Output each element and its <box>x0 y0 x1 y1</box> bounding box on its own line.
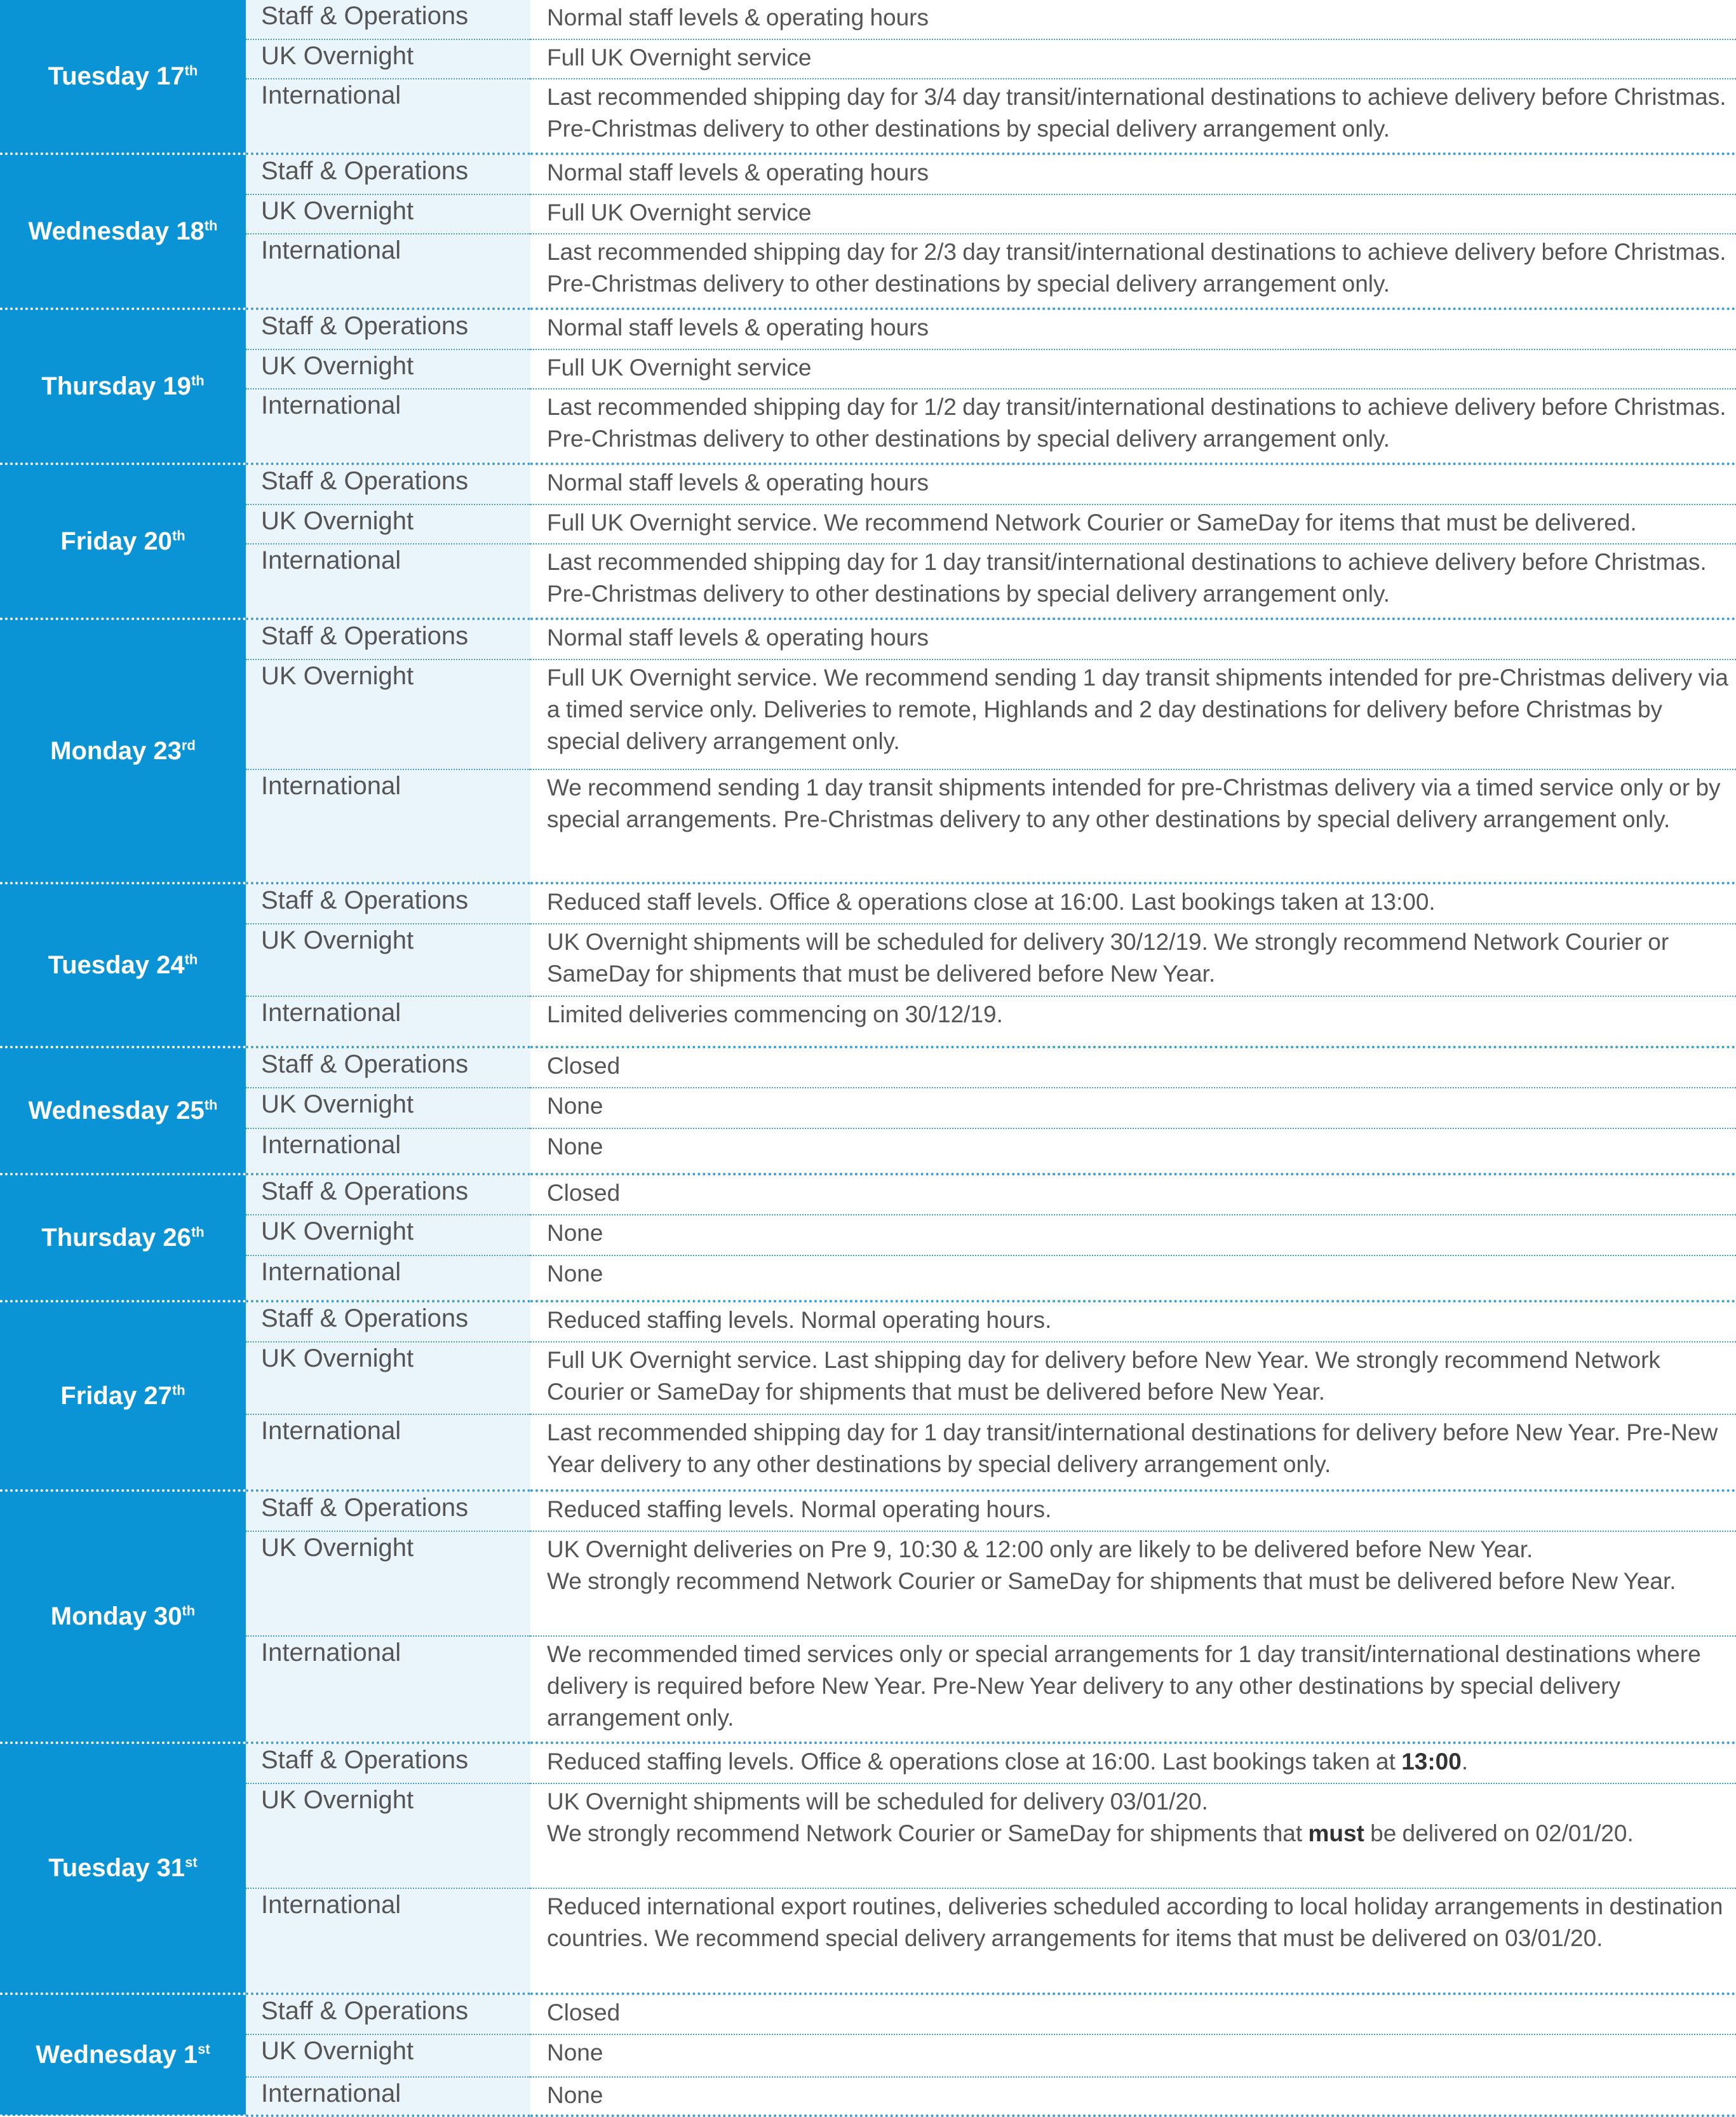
description-cell <box>530 1636 1736 1743</box>
day-label <box>0 464 246 619</box>
category-label: International <box>246 1128 530 1174</box>
description-text: Reduced staffing levels. Office & operations close at 16:00. Last bookings taken at <box>547 1748 1402 1775</box>
schedule-row <box>0 1215 1736 1255</box>
description-text: Limited deliveries commencing on 30/12/19. <box>547 1001 1003 1027</box>
description-cell <box>530 1215 1736 1255</box>
description-text: Last recommended shipping day for 1 day transit/international destinations for delivery before New Year. Pre-New Year delivery to any other destinations by special delivery arrangement only. <box>547 1419 1718 1477</box>
description-cell <box>530 1255 1736 1301</box>
description-text: Full UK Overnight service. We recommend sending 1 day transit shipments intended for pre-Christmas delivery via a timed service only. Deliveries to remote, Highlands and 2 day destinations for delivery before Christmas by special delivery arrangement only. <box>547 665 1728 754</box>
description-cell <box>530 1088 1736 1128</box>
description-text: We strongly recommend Network Courier or SameDay for shipments that <box>547 1820 1309 1846</box>
day-label <box>0 1491 246 1743</box>
category-label: UK Overnight <box>246 1088 530 1128</box>
category-label: International <box>246 1414 530 1491</box>
category-label: International <box>246 79 530 154</box>
day-suffix: th <box>184 951 198 968</box>
day-suffix: th <box>204 217 218 234</box>
description-text: Reduced staffing levels. Normal operating hours. <box>547 1307 1052 1333</box>
schedule-row <box>0 883 1736 924</box>
schedule-row <box>0 1174 1736 1215</box>
day-label <box>0 619 246 883</box>
description-cell <box>530 349 1736 389</box>
schedule-row <box>0 1888 1736 1994</box>
category-label: International <box>246 389 530 464</box>
schedule-row <box>0 1301 1736 1342</box>
day-suffix: th <box>191 372 205 389</box>
description-text: Normal staff levels & operating hours <box>547 4 929 30</box>
day-suffix: th <box>172 1382 185 1398</box>
category-label: UK Overnight <box>246 924 530 996</box>
description-text: None <box>547 1093 603 1119</box>
description-cell <box>530 464 1736 504</box>
schedule-row <box>0 544 1736 619</box>
description-cell <box>530 619 1736 659</box>
category-label: Staff & Operations <box>246 309 530 349</box>
schedule-row <box>0 2077 1736 2116</box>
day-name: Tuesday 31 <box>48 1854 185 1882</box>
description-cell <box>530 1128 1736 1174</box>
day-name: Wednesday 1 <box>36 2040 198 2069</box>
schedule-row <box>0 504 1736 544</box>
schedule-row <box>0 1743 1736 1783</box>
description-text: Closed <box>547 1053 621 1079</box>
day-label <box>0 154 246 309</box>
schedule-row <box>0 619 1736 659</box>
day-label <box>0 309 246 464</box>
category-label: UK Overnight <box>246 1531 530 1636</box>
description-text: Full UK Overnight service. Last shipping day for delivery before New Year. We strongly recommend Network Courier or SameDay for shipments that must be delivered before New Year. <box>547 1347 1660 1405</box>
description-cell <box>530 1301 1736 1342</box>
description-text: Full UK Overnight service <box>547 200 812 226</box>
description-cell <box>530 1047 1736 1088</box>
day-suffix: th <box>182 1602 196 1619</box>
description-cell <box>530 924 1736 996</box>
schedule-row <box>0 154 1736 194</box>
description-text: . <box>1461 1748 1469 1775</box>
category-label: Staff & Operations <box>246 1743 530 1783</box>
schedule-row <box>0 659 1736 769</box>
category-label: UK Overnight <box>246 1783 530 1888</box>
day-name: Wednesday 18 <box>28 217 205 245</box>
schedule-row <box>0 1255 1736 1301</box>
schedule-row <box>0 234 1736 309</box>
category-label: UK Overnight <box>246 504 530 544</box>
category-label: UK Overnight <box>246 2034 530 2077</box>
description-text: None <box>547 1133 603 1160</box>
category-label: UK Overnight <box>246 1342 530 1414</box>
category-label: Staff & Operations <box>246 1301 530 1342</box>
category-label: International <box>246 1888 530 1994</box>
schedule-row <box>0 389 1736 464</box>
schedule-row <box>0 309 1736 349</box>
day-suffix: st <box>185 1854 198 1870</box>
description-text: We strongly recommend Network Courier or SameDay for shipments that must be delivered before New Year. <box>547 1568 1676 1594</box>
schedule-row <box>0 2034 1736 2077</box>
schedule-row <box>0 349 1736 389</box>
category-label: Staff & Operations <box>246 1047 530 1088</box>
description-text: Closed <box>547 1180 621 1206</box>
description-text: Last recommended shipping day for 2/3 day transit/international destinations to achieve delivery before Christmas. Pre-Christmas delivery to other destinations by special delivery arrangement only. <box>547 239 1726 297</box>
description-cell <box>530 234 1736 309</box>
day-suffix: st <box>198 2041 210 2057</box>
day-label <box>0 1994 246 2116</box>
day-suffix: th <box>204 1097 218 1113</box>
category-label: International <box>246 1636 530 1743</box>
day-name: Tuesday 24 <box>48 950 185 979</box>
category-label: UK Overnight <box>246 1215 530 1255</box>
schedule-row <box>0 769 1736 883</box>
day-name: Thursday 26 <box>41 1223 191 1252</box>
emphasis-text: 13:00 <box>1401 1748 1462 1775</box>
description-text: be delivered on 02/01/20. <box>1364 1820 1634 1846</box>
day-name: Monday 30 <box>50 1602 182 1630</box>
category-label: Staff & Operations <box>246 883 530 924</box>
description-text: Last recommended shipping day for 1 day transit/international destinations to achieve delivery before Christmas. Pre-Christmas delivery to other destinations by special delivery arrangement only. <box>547 549 1707 607</box>
description-cell <box>530 389 1736 464</box>
category-label: International <box>246 2077 530 2116</box>
description-cell <box>530 2077 1736 2116</box>
description-cell <box>530 1414 1736 1491</box>
day-label <box>0 1743 246 1994</box>
day-name: Friday 20 <box>60 527 172 555</box>
day-name: Wednesday 25 <box>28 1096 205 1125</box>
schedule-row <box>0 1636 1736 1743</box>
description-cell <box>530 39 1736 79</box>
description-cell <box>530 1174 1736 1215</box>
description-cell <box>530 79 1736 154</box>
description-text: Normal staff levels & operating hours <box>547 625 929 651</box>
schedule-row <box>0 1047 1736 1088</box>
description-text: None <box>547 1220 603 1246</box>
description-cell <box>530 2034 1736 2077</box>
category-label: Staff & Operations <box>246 1994 530 2034</box>
category-label: Staff & Operations <box>246 0 530 39</box>
description-cell <box>530 1888 1736 1994</box>
category-label: International <box>246 544 530 619</box>
category-label: Staff & Operations <box>246 464 530 504</box>
day-label <box>0 0 246 154</box>
description-text: We recommend sending 1 day transit shipments intended for pre-Christmas delivery via a timed service only or by special arrangements. Pre-Christmas delivery to any other destinations by special delivery arrangement only. <box>547 774 1721 832</box>
day-label <box>0 883 246 1047</box>
day-suffix: rd <box>181 737 196 754</box>
category-label: UK Overnight <box>246 659 530 769</box>
schedule-row <box>0 0 1736 39</box>
day-name: Friday 27 <box>60 1381 172 1410</box>
description-text: Last recommended shipping day for 3/4 day transit/international destinations to achieve delivery before Christmas. Pre-Christmas delivery to other destinations by special delivery arrangement only. <box>547 84 1726 142</box>
day-suffix: th <box>184 62 198 79</box>
category-label: Staff & Operations <box>246 154 530 194</box>
description-cell <box>530 154 1736 194</box>
description-text: Reduced staffing levels. Normal operating hours. <box>547 1496 1052 1522</box>
day-name: Tuesday 17 <box>48 62 185 90</box>
description-cell <box>530 1994 1736 2034</box>
description-text: None <box>547 1261 603 1287</box>
schedule-row <box>0 1128 1736 1174</box>
day-name: Monday 23 <box>50 736 182 765</box>
description-cell <box>530 544 1736 619</box>
description-cell <box>530 883 1736 924</box>
description-cell <box>530 996 1736 1047</box>
category-label: Staff & Operations <box>246 1491 530 1531</box>
description-cell <box>530 1531 1736 1636</box>
description-cell <box>530 309 1736 349</box>
category-label: Staff & Operations <box>246 1174 530 1215</box>
description-cell <box>530 769 1736 883</box>
description-text: Normal staff levels & operating hours <box>547 470 929 496</box>
schedule-row <box>0 1783 1736 1888</box>
description-text: Full UK Overnight service <box>547 355 812 381</box>
emphasis-text: must <box>1308 1820 1364 1846</box>
day-label <box>0 1174 246 1301</box>
description-text: UK Overnight shipments will be scheduled for delivery 30/12/19. We strongly recommend Network Courier or SameDay for shipments that must be delivered before New Year. <box>547 929 1669 987</box>
category-label: UK Overnight <box>246 39 530 79</box>
day-label <box>0 1301 246 1491</box>
description-text: Closed <box>547 1999 621 2026</box>
schedule-row <box>0 1531 1736 1636</box>
description-cell <box>530 504 1736 544</box>
description-text: Reduced staff levels. Office & operations close at 16:00. Last bookings taken at 13:00. <box>547 889 1436 915</box>
category-label: International <box>246 1255 530 1301</box>
description-text: Full UK Overnight service <box>547 44 812 71</box>
description-cell <box>530 1783 1736 1888</box>
day-label <box>0 1047 246 1174</box>
category-label: International <box>246 769 530 883</box>
description-text: Normal staff levels & operating hours <box>547 159 929 186</box>
category-label: International <box>246 996 530 1047</box>
schedule-row <box>0 39 1736 79</box>
day-suffix: th <box>172 527 185 544</box>
description-cell <box>530 194 1736 234</box>
description-text: UK Overnight shipments will be scheduled for delivery 03/01/20. <box>547 1789 1208 1815</box>
description-cell <box>530 1743 1736 1783</box>
description-text: None <box>547 2082 603 2108</box>
description-text: Full UK Overnight service. We recommend Network Courier or SameDay for items that must be delivered. <box>547 510 1637 536</box>
category-label: Staff & Operations <box>246 619 530 659</box>
schedule-row <box>0 1414 1736 1491</box>
day-suffix: th <box>191 1224 205 1240</box>
category-label: UK Overnight <box>246 349 530 389</box>
description-text: UK Overnight deliveries on Pre 9, 10:30 & 12:00 only are likely to be delivered before New Year. <box>547 1536 1533 1562</box>
category-label: UK Overnight <box>246 194 530 234</box>
schedule-row <box>0 1491 1736 1531</box>
category-label: International <box>246 234 530 309</box>
schedule-row <box>0 1994 1736 2034</box>
description-text: None <box>547 2039 603 2066</box>
description-cell <box>530 659 1736 769</box>
description-text: Normal staff levels & operating hours <box>547 315 929 341</box>
schedule-row <box>0 464 1736 504</box>
schedule-row <box>0 924 1736 996</box>
schedule-row <box>0 194 1736 234</box>
description-text: We recommended timed services only or special arrangements for 1 day transit/international destinations where delivery is required before New Year. Pre-New Year delivery to any other destinations by special delivery arrangement only. <box>547 1641 1701 1731</box>
schedule-row <box>0 1342 1736 1414</box>
description-cell <box>530 0 1736 39</box>
schedule-row <box>0 996 1736 1047</box>
description-text: Reduced international export routines, deliveries scheduled according to local holiday arrangements in destination countries. We recommend special delivery arrangements for items that must be delivered on 03/01/20. <box>547 1893 1723 1951</box>
description-text: Last recommended shipping day for 1/2 day transit/international destinations to achieve delivery before Christmas. Pre-Christmas delivery to other destinations by special delivery arrangement only. <box>547 394 1726 452</box>
description-cell <box>530 1491 1736 1531</box>
description-cell <box>530 1342 1736 1414</box>
schedule-row <box>0 79 1736 154</box>
day-name: Thursday 19 <box>41 372 191 400</box>
schedule-row <box>0 1088 1736 1128</box>
